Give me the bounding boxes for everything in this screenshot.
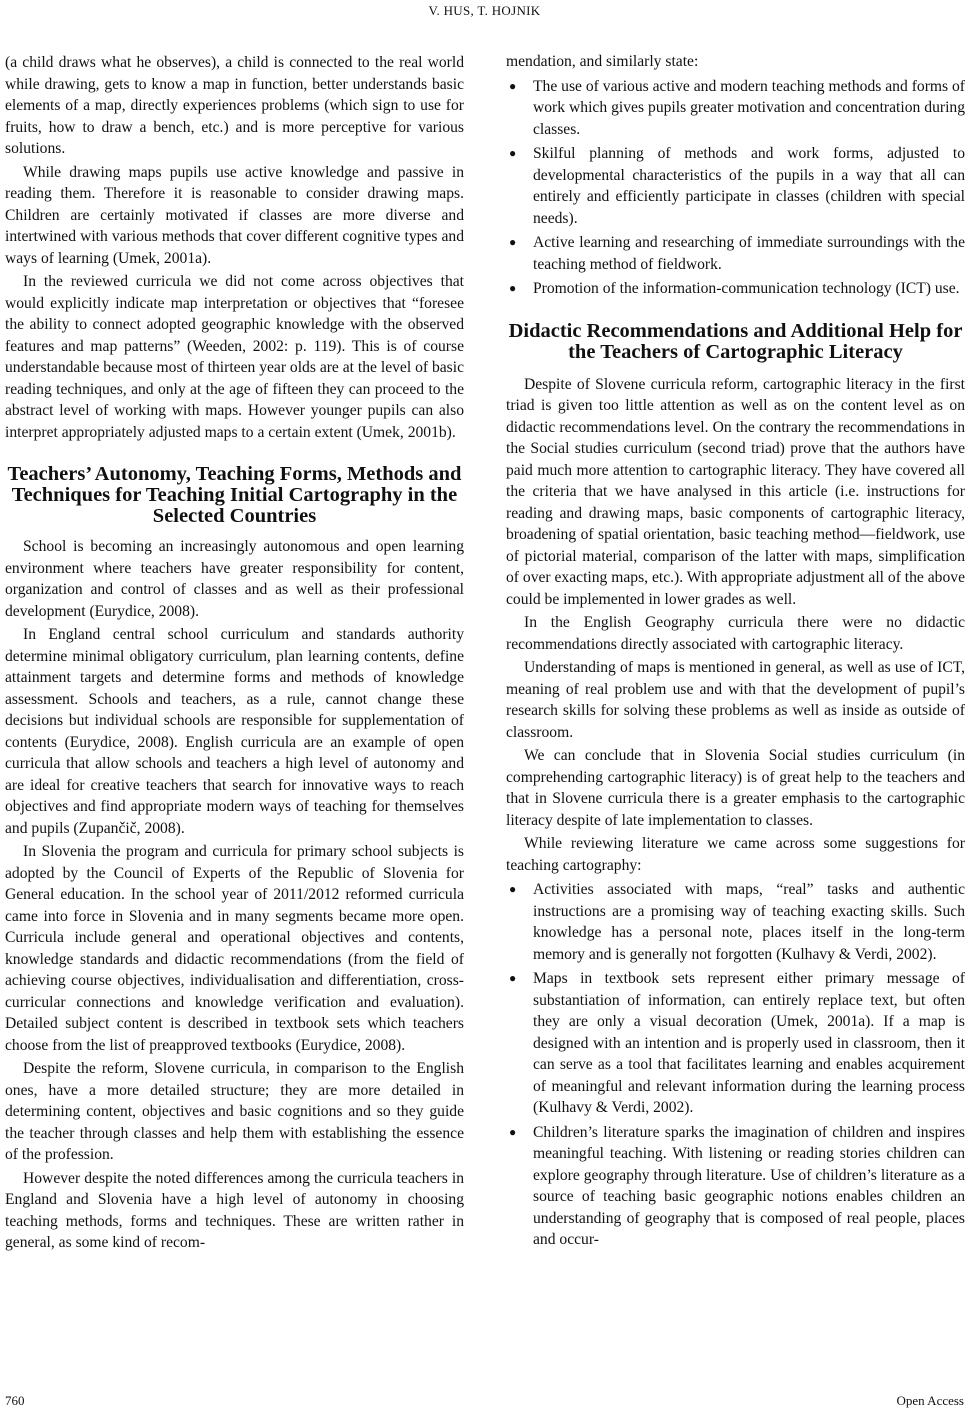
bullet-icon: ● (509, 882, 517, 896)
paragraph: Despite of Slovene curricula reform, cartographic literacy in the first triad is given too little attention as well as on the content level as on didactic recommendations level. On the contrary the recommendations in the Social studies curriculum (second triad) prove that the authors have paid much more attention to cartographic literacy. They have covered all the criteria that we have analysed in this article (i.e. instructions for reading and drawing maps, basic components of cartographic literacy, broadening of spatial orientation, basic teaching method—fieldwork, use of pictorial material, comparison of the latter with maps, simplification of over exacting maps, etc.). With appropriate adjustment all of the above could be implemented in lower grades as well. (506, 375, 965, 608)
list-item-text: Children’s literature sparks the imagination of children and inspires meaningful teaching. With listening or reading stories children can explore geography through literature. Use of children’s literature as a source of teaching basic geographic notions enables children an understanding of geography that is composed of real people, places and occur- (533, 1123, 965, 1248)
paragraph: However despite the noted differences among the curricula teachers in England and Slovenia have a high level of autonomy in choosing teaching methods, forms and techniques. These are written rather in general, as some kind of recom- (5, 1169, 464, 1251)
list-item (506, 879, 965, 965)
list-item-text: Promotion of the information-communication technology (ICT) use. (533, 280, 960, 297)
list-item (506, 968, 965, 1119)
bullet-icon: ● (509, 146, 517, 160)
list-item-text: Skilful planning of methods and work forms, adjusted to developmental characteristics of the pupils in a way that all can entirely and efficiently participate in classes (children with special needs). (533, 145, 965, 227)
list-item-text: Activities associated with maps, “real” tasks and authentic instructions are a promising way of teaching exacting skills. Such knowledge has a personal note, places itself in the long-term memory and is generally not forgotten (Kulhavy & Verdi, 2002). (533, 881, 965, 963)
paragraph: mendation, and similarly state: (506, 53, 699, 70)
list-item-text: The use of various active and modern teaching methods and forms of work which gives pupils greater motivation and concentration during classes. (533, 77, 965, 138)
paragraph: Understanding of maps is mentioned in general, as well as use of ICT, meaning of real problem use and with that the development of pupil’s research skills for solving these problems as well as inside as outside of classroom. (506, 659, 965, 741)
paragraph: While reviewing literature we came across some suggestions for teaching cartography: (506, 835, 965, 874)
paragraph: (a child draws what he observes), a child is connected to the real world while drawing, gets to know a map in function, better understands basic elements of a map, directly experiences problems (which sign to use for fruits, how to draw a bench, etc.) and is more perceptive for various solutions. (5, 54, 464, 157)
running-head: V. HUS, T. HOJNIK (428, 3, 541, 18)
paragraph: In the English Geography curricula there were no didactic recommendations directly associated with cartographic literacy. (506, 614, 965, 653)
list-item-text: Maps in textbook sets represent either primary message of substantiation of information, can entirely replace text, but often they are only a visual decoration (Umek, 2001a). If a map is designed with an intention and is properly used in classroom, then it can serve as a tool that facilitates learning and enables acquirement of meaningful and relevant information during the learning process (Kulhavy & Verdi, 2002). (533, 970, 965, 1116)
bullet-list-teaching-methods (506, 76, 965, 300)
publisher-label: Open Access (896, 1393, 964, 1408)
paragraph: School is becoming an increasingly autonomous and open learning environment where teachers have greater responsibility for content, organization and control of classes and as well as their professional development (Eurydice, 2008). (5, 538, 464, 620)
bullet-icon: ● (509, 1124, 517, 1139)
paragraph: In the reviewed curricula we did not come across objectives that would explicitly indicate map interpretation or objectives that “foresee the ability to connect adopted geographic knowledge with the observed features and map patterns” (Weeden, 2002: p. 119). This is of course understandable because most of thirteen year olds are at the level of basic reading techniques, and only at the age of fifteen they can proceed to the abstract level of working with maps. However younger pupils can also interpret appropriately adjusted maps to a certain extent (Umek, 2001b). (5, 273, 464, 441)
bullet-icon: ● (509, 78, 517, 93)
list-item (506, 232, 965, 275)
paragraph: Despite the reform, Slovene curricula, in comparison to the English ones, have a more detailed structure; they are more detailed in determining content, objectives and basic cognitions and so they guide the teacher through classes and help them with establishing the essence of the profession. (5, 1060, 464, 1163)
page-number: 760 (5, 1393, 25, 1408)
bullet-list-suggestions (506, 879, 965, 1251)
list-item-text: Active learning and researching of immediate surroundings with the teaching method of fieldwork. (533, 234, 965, 273)
bullet-icon: ● (509, 971, 517, 985)
bullet-icon: ● (509, 281, 517, 295)
paragraph: In Slovenia the program and curricula for primary school subjects is adopted by the Council of Experts of the Republic of Slovenia for General education. In the school year of 2011/2012 reformed curricula came into force in Slovenia and in many segments became more open. Curricula include general and operational objectives and contents, knowledge standards and didactic recommendations (from the field of achieving course objectives, individualisation and differentiation, cross-curricular connections and knowledge verification and evaluation). Detailed subject content is described in textbook sets which teachers choose from the list of preapproved textbooks (Eurydice, 2008). (5, 843, 464, 1054)
bullet-icon: ● (509, 235, 517, 249)
list-item (506, 76, 965, 141)
section-heading-didactic-recommendations: Didactic Recommendations and Additional Help for the Teachers of Cartographic Literacy (508, 319, 963, 363)
section-heading-teachers-autonomy: Teachers’ Autonomy, Teaching Forms, Methods and Techniques for Teaching Initial Cartography in the Selected Countries (7, 463, 462, 527)
list-item (506, 143, 965, 229)
list-item (506, 1122, 965, 1251)
paragraph: In England central school curriculum and standards authority determine minimal obligatory curriculum, plan learning contents, define attainment targets and determine forms and methods of knowledge assessment. Schools and teachers, as a rule, cannot change these decisions but individual schools are responsible for supplementation of contents (Eurydice, 2008). English curricula are an example of open curricula that allow schools and teachers a high level of autonomy and are ideal for creative teachers that search for innovative ways to reach objectives and find appropriate modern ways of teaching for themselves and pupils (Zupančič, 2008). (5, 626, 464, 837)
paragraph: While drawing maps pupils use active knowledge and passive in reading them. Therefore it is reasonable to consider drawing maps. Children are certainly motivated if classes are more diverse and intertwined with various methods that cover different cognitive types and ways of learning (Umek, 2001a). (5, 163, 464, 267)
right-column (506, 51, 965, 1256)
paragraph: We can conclude that in Slovenia Social studies curriculum (in comprehending cartographic literacy) is of great help to the teachers and that in Slovene curricula there is a greater emphasis to the cartographic literacy despite of late implementation to classes. (506, 747, 965, 829)
list-item (506, 278, 965, 300)
left-column (5, 52, 464, 1256)
